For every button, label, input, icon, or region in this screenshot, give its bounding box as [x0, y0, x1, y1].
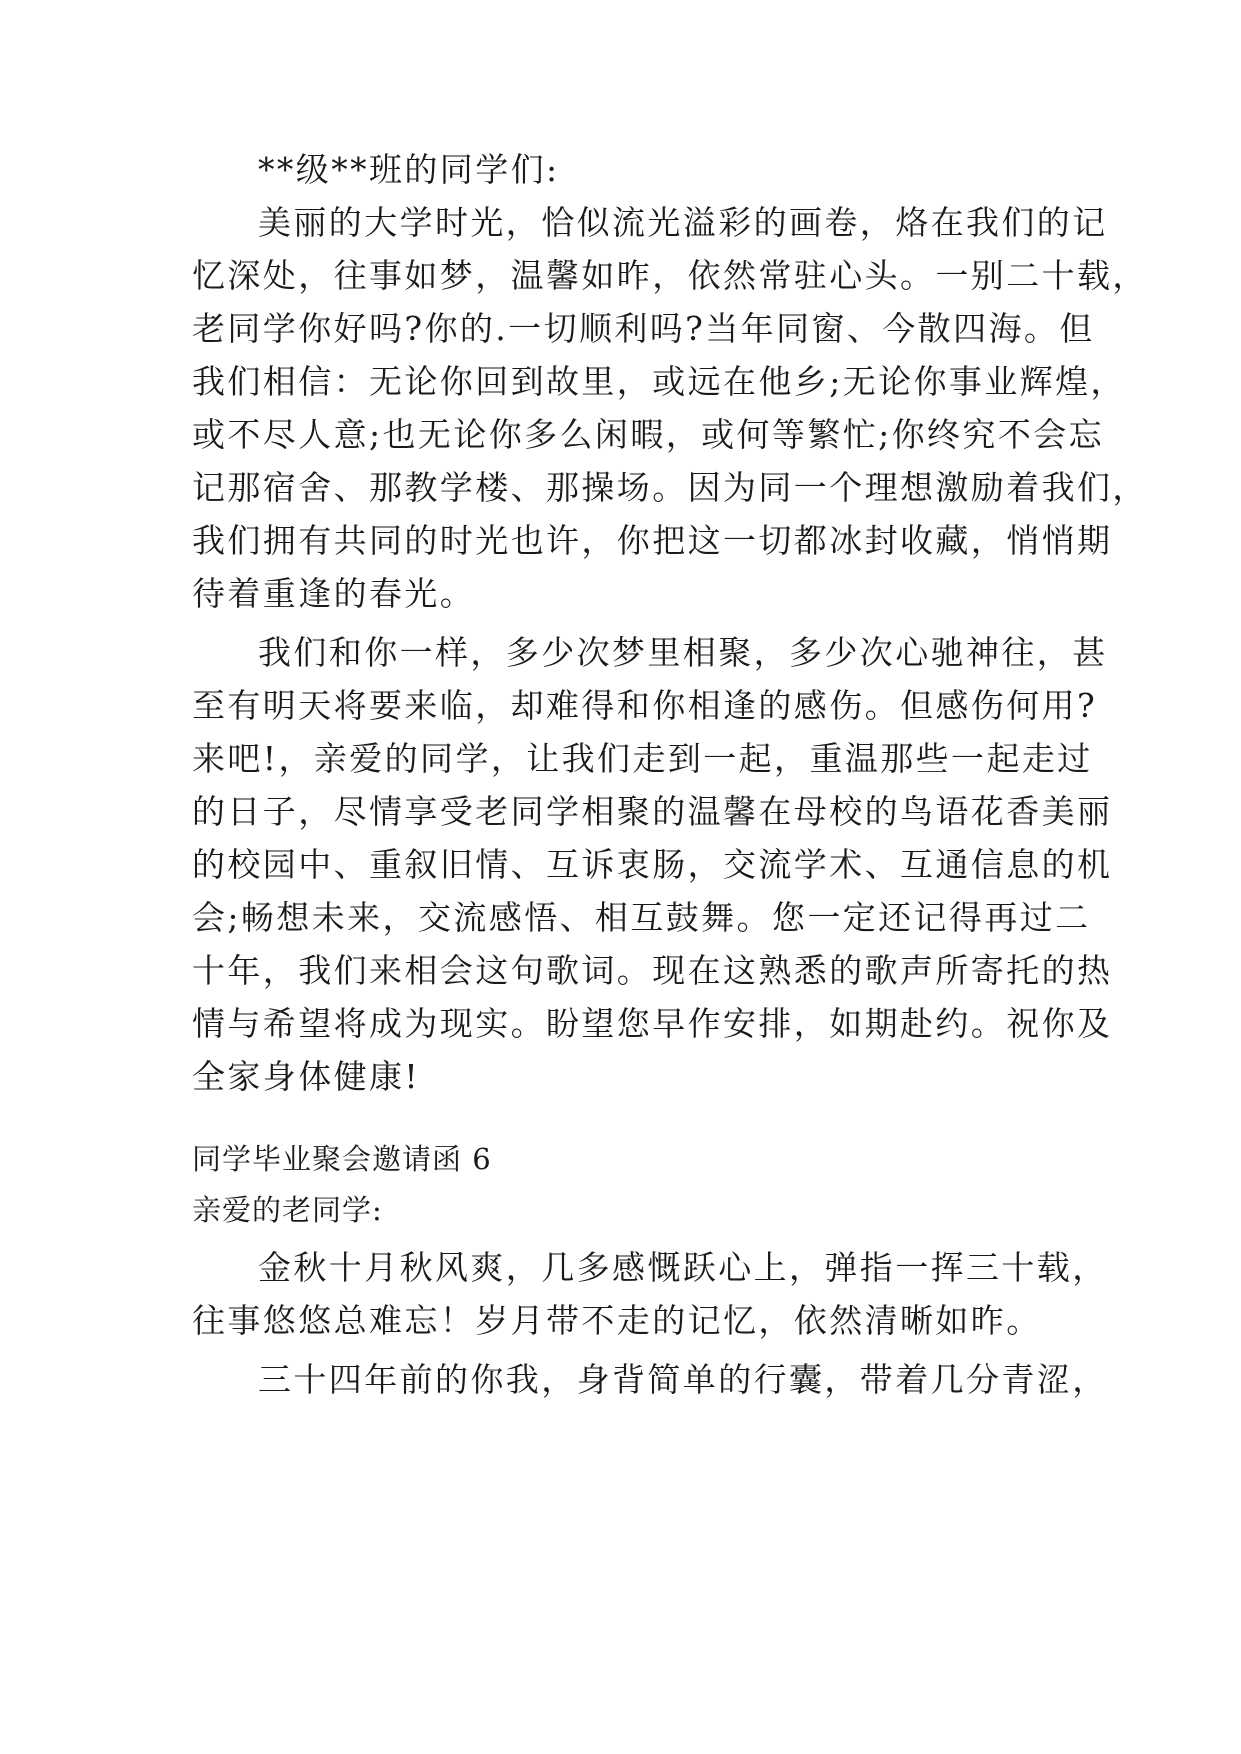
text-line: 三十四年前的你我，身背简单的行囊，带着几分青涩， — [258, 1360, 1108, 1399]
text-line: 往事悠悠总难忘！岁月带不走的记忆，依然清晰如昨。 — [192, 1301, 1042, 1340]
text-line: 来吧!，亲爱的同学，让我们走到一起，重温那些一起走过 — [192, 739, 1093, 778]
text-line: 待着重逢的春光。 — [192, 574, 476, 613]
text-line: 会;畅想未来，交流感悟、相互鼓舞。您一定还记得再过二 — [192, 898, 1091, 937]
text-line: 我们拥有共同的时光也许，你把这一切都冰封收藏，悄悄期 — [192, 521, 1113, 560]
text-line: 我们相信：无论你回到故里，或远在他乡;无论你事业辉煌， — [192, 362, 1126, 401]
greeting: **级**班的同学们: — [258, 150, 560, 189]
text-line: 至有明天将要来临，却难得和你相逢的感伤。但感伤何用? — [192, 686, 1098, 725]
text-line: 美丽的大学时光，恰似流光溢彩的画卷，烙在我们的记 — [258, 203, 1108, 242]
text-line: 记那宿舍、那教学楼、那操场。因为同一个理想激励着我们， — [192, 468, 1148, 507]
text-line: 金秋十月秋风爽，几多感慨跃心上，弹指一挥三十载， — [258, 1248, 1108, 1287]
text-line: 老同学你好吗?你的.一切顺利吗?当年同窗、今散四海。但 — [192, 309, 1095, 348]
text-line: 忆深处，往事如梦，温馨如昨，依然常驻心头。一别二十载， — [192, 256, 1148, 295]
section-title: 同学毕业聚会邀请函 6 — [192, 1142, 492, 1176]
text-line: 十年，我们来相会这句歌词。现在这熟悉的歌声所寄托的热 — [192, 951, 1113, 990]
text-line: 或不尽人意;也无论你多么闲暇，或何等繁忙;你终究不会忘 — [192, 415, 1105, 454]
text-line: 我们和你一样，多少次梦里相聚，多少次心驰神往，甚 — [258, 633, 1108, 672]
text-line: 全家身体健康! — [192, 1057, 421, 1096]
text-line: 的日子，尽情享受老同学相聚的温馨在母校的鸟语花香美丽 — [192, 792, 1113, 831]
text-line: 情与希望将成为现实。盼望您早作安排，如期赴约。祝你及 — [192, 1004, 1113, 1043]
text-line: 的校园中、重叙旧情、互诉衷肠，交流学术、互通信息的机 — [192, 845, 1113, 884]
salutation: 亲爱的老同学: — [192, 1193, 383, 1227]
